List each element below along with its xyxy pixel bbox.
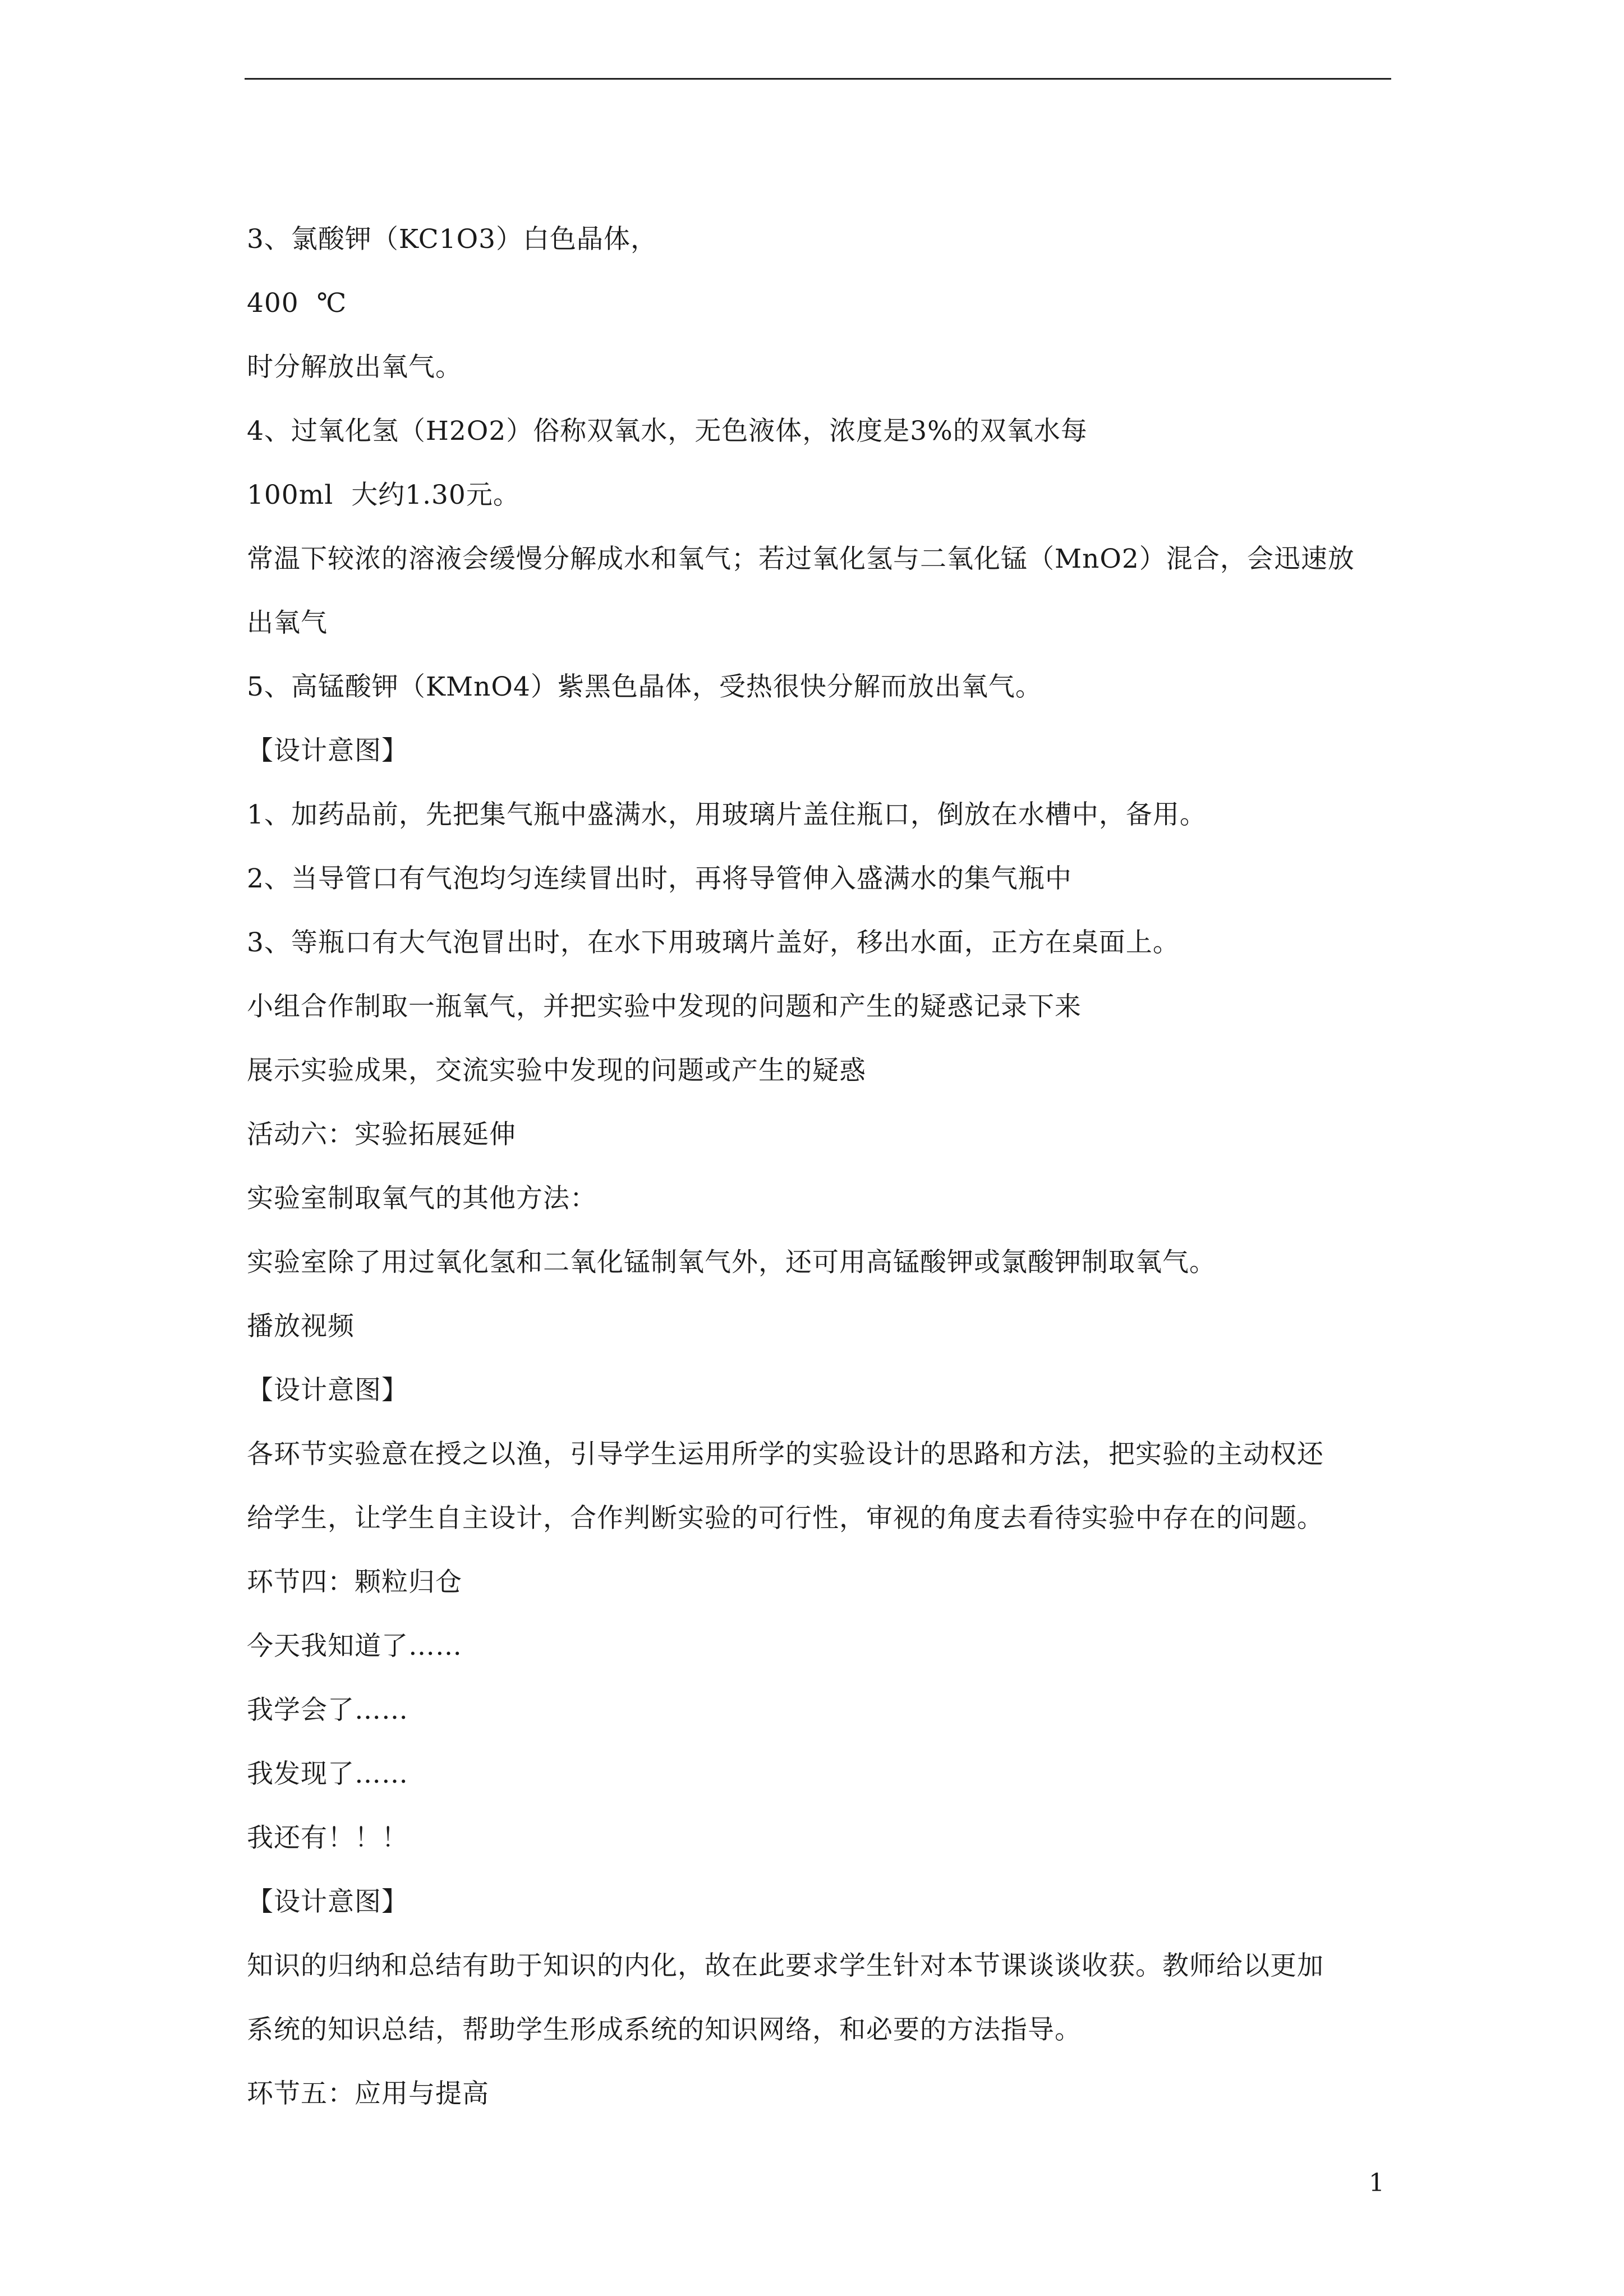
text-line: 小组合作制取一瓶氧气，并把实验中发现的问题和产生的疑惑记录下来 [247,991,1082,1022]
document-body [247,208,1391,2126]
text-line: 3、等瓶口有大气泡冒出时，在水下用玻璃片盖好，移出水面，正方在桌面上。 [247,927,1180,958]
section-heading: 【设计意图】 [247,1887,408,1917]
text-line: 播放视频 [247,1311,355,1342]
text-line: 常温下较浓的溶液会缓慢分解成水和氧气；若过氧化氢与二氧化锰（MnO2）混合，会迅速放 [247,544,1355,574]
text-line: 今天我知道了…… [247,1631,462,1662]
text-line: 实验室除了用过氧化氢和二氧化锰制氧气外，还可用高锰酸钾或氯酸钾制取氧气。 [247,1247,1216,1278]
text-line: 5、高锰酸钾（KMnO4）紫黑色晶体，受热很快分解而放出氧气。 [247,671,1042,702]
header-rule [245,78,1391,80]
text-line: 我还有！！！ [247,1823,408,1853]
text-line: 出氧气 [247,608,328,638]
text-line: 100ml 大约1.30元。 [247,480,520,510]
text-line: 环节五：应用与提高 [247,2078,489,2109]
text-line: 2、当导管口有气泡均匀连续冒出时，再将导管伸入盛满水的集气瓶中 [247,863,1072,894]
page-number: 1 [1369,2169,1384,2197]
text-line: 我学会了…… [247,1695,408,1726]
text-line: 知识的归纳和总结有助于知识的内化，故在此要求学生针对本节课谈谈收获。教师给以更加 [247,1950,1324,1981]
text-line: 环节四：颗粒归仓 [247,1567,462,1598]
text-line: 400 ℃ [247,288,347,319]
text-line: 活动六：实验拓展延伸 [247,1119,516,1150]
text-line: 展示实验成果，交流实验中发现的问题或产生的疑惑 [247,1055,866,1086]
section-heading: 【设计意图】 [247,1375,408,1406]
text-line: 各环节实验意在授之以渔，引导学生运用所学的实验设计的思路和方法，把实验的主动权还 [247,1439,1324,1470]
text-line: 我发现了…… [247,1759,408,1789]
section-heading: 【设计意图】 [247,735,408,766]
text-line: 4、过氧化氢（H2O2）俗称双氧水，无色液体，浓度是3%的双氧水每 [247,416,1088,447]
text-line: 实验室制取氧气的其他方法： [247,1183,597,1214]
text-line: 系统的知识总结，帮助学生形成系统的知识网络，和必要的方法指导。 [247,2014,1082,2045]
text-line: 时分解放出氧气。 [247,352,462,383]
text-line: 给学生，让学生自主设计，合作判断实验的可行性，审视的角度去看待实验中存在的问题。 [247,1503,1324,1534]
text-line: 3、氯酸钾（KC1O3）白色晶体， [247,224,658,255]
text-line: 1、加药品前，先把集气瓶中盛满水，用玻璃片盖住瓶口，倒放在水槽中，备用。 [247,799,1207,830]
